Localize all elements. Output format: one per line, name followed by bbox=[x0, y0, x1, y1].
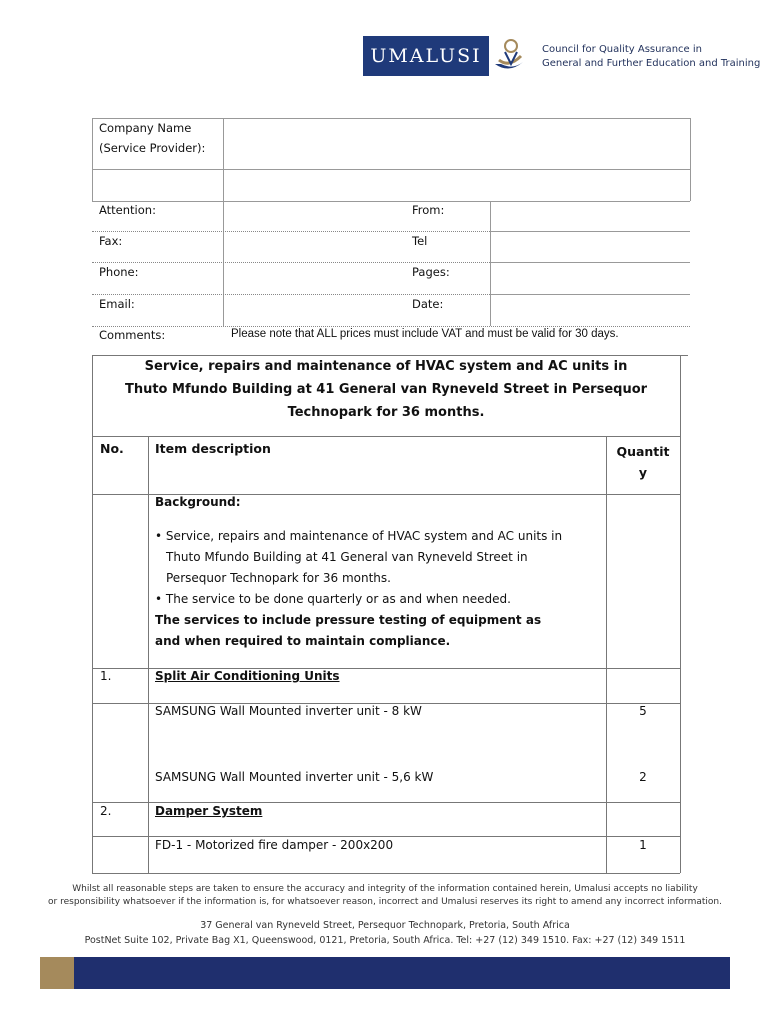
comments-label: Comments: bbox=[99, 328, 166, 342]
col-header-no: No. bbox=[100, 441, 124, 456]
table-title-line-3: Technopark for 36 months. bbox=[287, 405, 485, 420]
col-header-quantity-line-2: y bbox=[638, 465, 648, 480]
item-qty-1-1: 5 bbox=[639, 704, 647, 718]
item-qty-1-2: 2 bbox=[639, 770, 647, 784]
date-label: Date: bbox=[412, 297, 444, 311]
item-desc-1-1: SAMSUNG Wall Mounted inverter unit - 8 kW bbox=[155, 704, 422, 718]
street-address: 37 General van Ryneveld Street, Persequor Technopark, Pretoria, South Africa bbox=[200, 920, 570, 931]
postal-address: PostNet Suite 102, Private Bag X1, Queenswood, 0121, Pretoria, South Africa. Tel: +27 (12) 349 1510. Fax: +27 (12) 349 1511 bbox=[84, 935, 686, 946]
footer-bar-accent bbox=[40, 957, 74, 989]
umalusi-emblem-icon bbox=[491, 34, 527, 78]
council-line-2: General and Further Education and Training bbox=[542, 58, 761, 69]
disclaimer bbox=[0, 883, 770, 909]
bullet-1-line-3: Persequor Technopark for 36 months. bbox=[166, 571, 391, 585]
company-name-label: Company Name bbox=[99, 121, 192, 135]
pages-label: Pages: bbox=[412, 265, 450, 279]
email-label: Email: bbox=[99, 297, 135, 311]
section-number-2: 2. bbox=[100, 804, 112, 818]
background-block bbox=[155, 492, 603, 652]
col-header-item: Item description bbox=[155, 441, 271, 456]
footer-bar bbox=[40, 957, 730, 989]
background-label: Background: bbox=[155, 495, 241, 509]
fax-label: Fax: bbox=[99, 234, 123, 248]
council-line-1: Council for Quality Assurance in bbox=[542, 44, 702, 55]
council-name bbox=[542, 43, 760, 71]
table-title bbox=[92, 355, 680, 424]
company-name-field[interactable] bbox=[224, 119, 689, 168]
table-title-line-2: Thuto Mfundo Building at 41 General van Ryneveld Street in Persequor bbox=[124, 382, 648, 397]
disclaimer-line-1: Whilst all reasonable steps are taken to ensure the accuracy and integrity of the information contained herein, Umalusi accepts no liability bbox=[72, 884, 698, 894]
umalusi-logo: UMALUSI bbox=[363, 36, 489, 76]
table-title-line-1: Service, repairs and maintenance of HVAC system and AC units in bbox=[144, 359, 628, 374]
address-block bbox=[0, 918, 770, 948]
bullet-1-line-2: Thuto Mfundo Building at 41 General van Ryneveld Street in bbox=[166, 550, 528, 564]
bullet-1-line-1: • Service, repairs and maintenance of HVAC system and AC units in bbox=[155, 529, 563, 543]
comments-text: Please note that ALL prices must include VAT and must be valid for 30 days. bbox=[231, 328, 619, 340]
from-label: From: bbox=[412, 203, 445, 217]
col-header-quantity-line-1: Quantit bbox=[616, 444, 670, 459]
service-provider-label: (Service Provider): bbox=[99, 141, 206, 155]
disclaimer-line-2: or responsibility whatsoever if the information is, for whatsoever reason, incorrect and Umalusi reserves its right to amend any incorrect information. bbox=[48, 897, 722, 907]
item-qty-2-1: 1 bbox=[639, 838, 647, 852]
pressure-note-line-2: and when required to maintain compliance. bbox=[155, 634, 451, 648]
attention-label: Attention: bbox=[99, 203, 156, 217]
tel-label: Tel bbox=[412, 234, 428, 248]
item-desc-1-2: SAMSUNG Wall Mounted inverter unit - 5,6 kW bbox=[155, 770, 434, 784]
section-title-2: Damper System bbox=[155, 804, 263, 818]
col-header-quantity bbox=[607, 441, 679, 483]
phone-label: Phone: bbox=[99, 265, 139, 279]
pressure-note-line-1: The services to include pressure testing of equipment as bbox=[155, 613, 542, 627]
section-title-1: Split Air Conditioning Units bbox=[155, 669, 340, 683]
section-number-1: 1. bbox=[100, 669, 112, 683]
item-desc-2-1: FD-1 - Motorized fire damper - 200x200 bbox=[155, 838, 394, 852]
bullet-2: • The service to be done quarterly or as and when needed. bbox=[155, 592, 511, 606]
